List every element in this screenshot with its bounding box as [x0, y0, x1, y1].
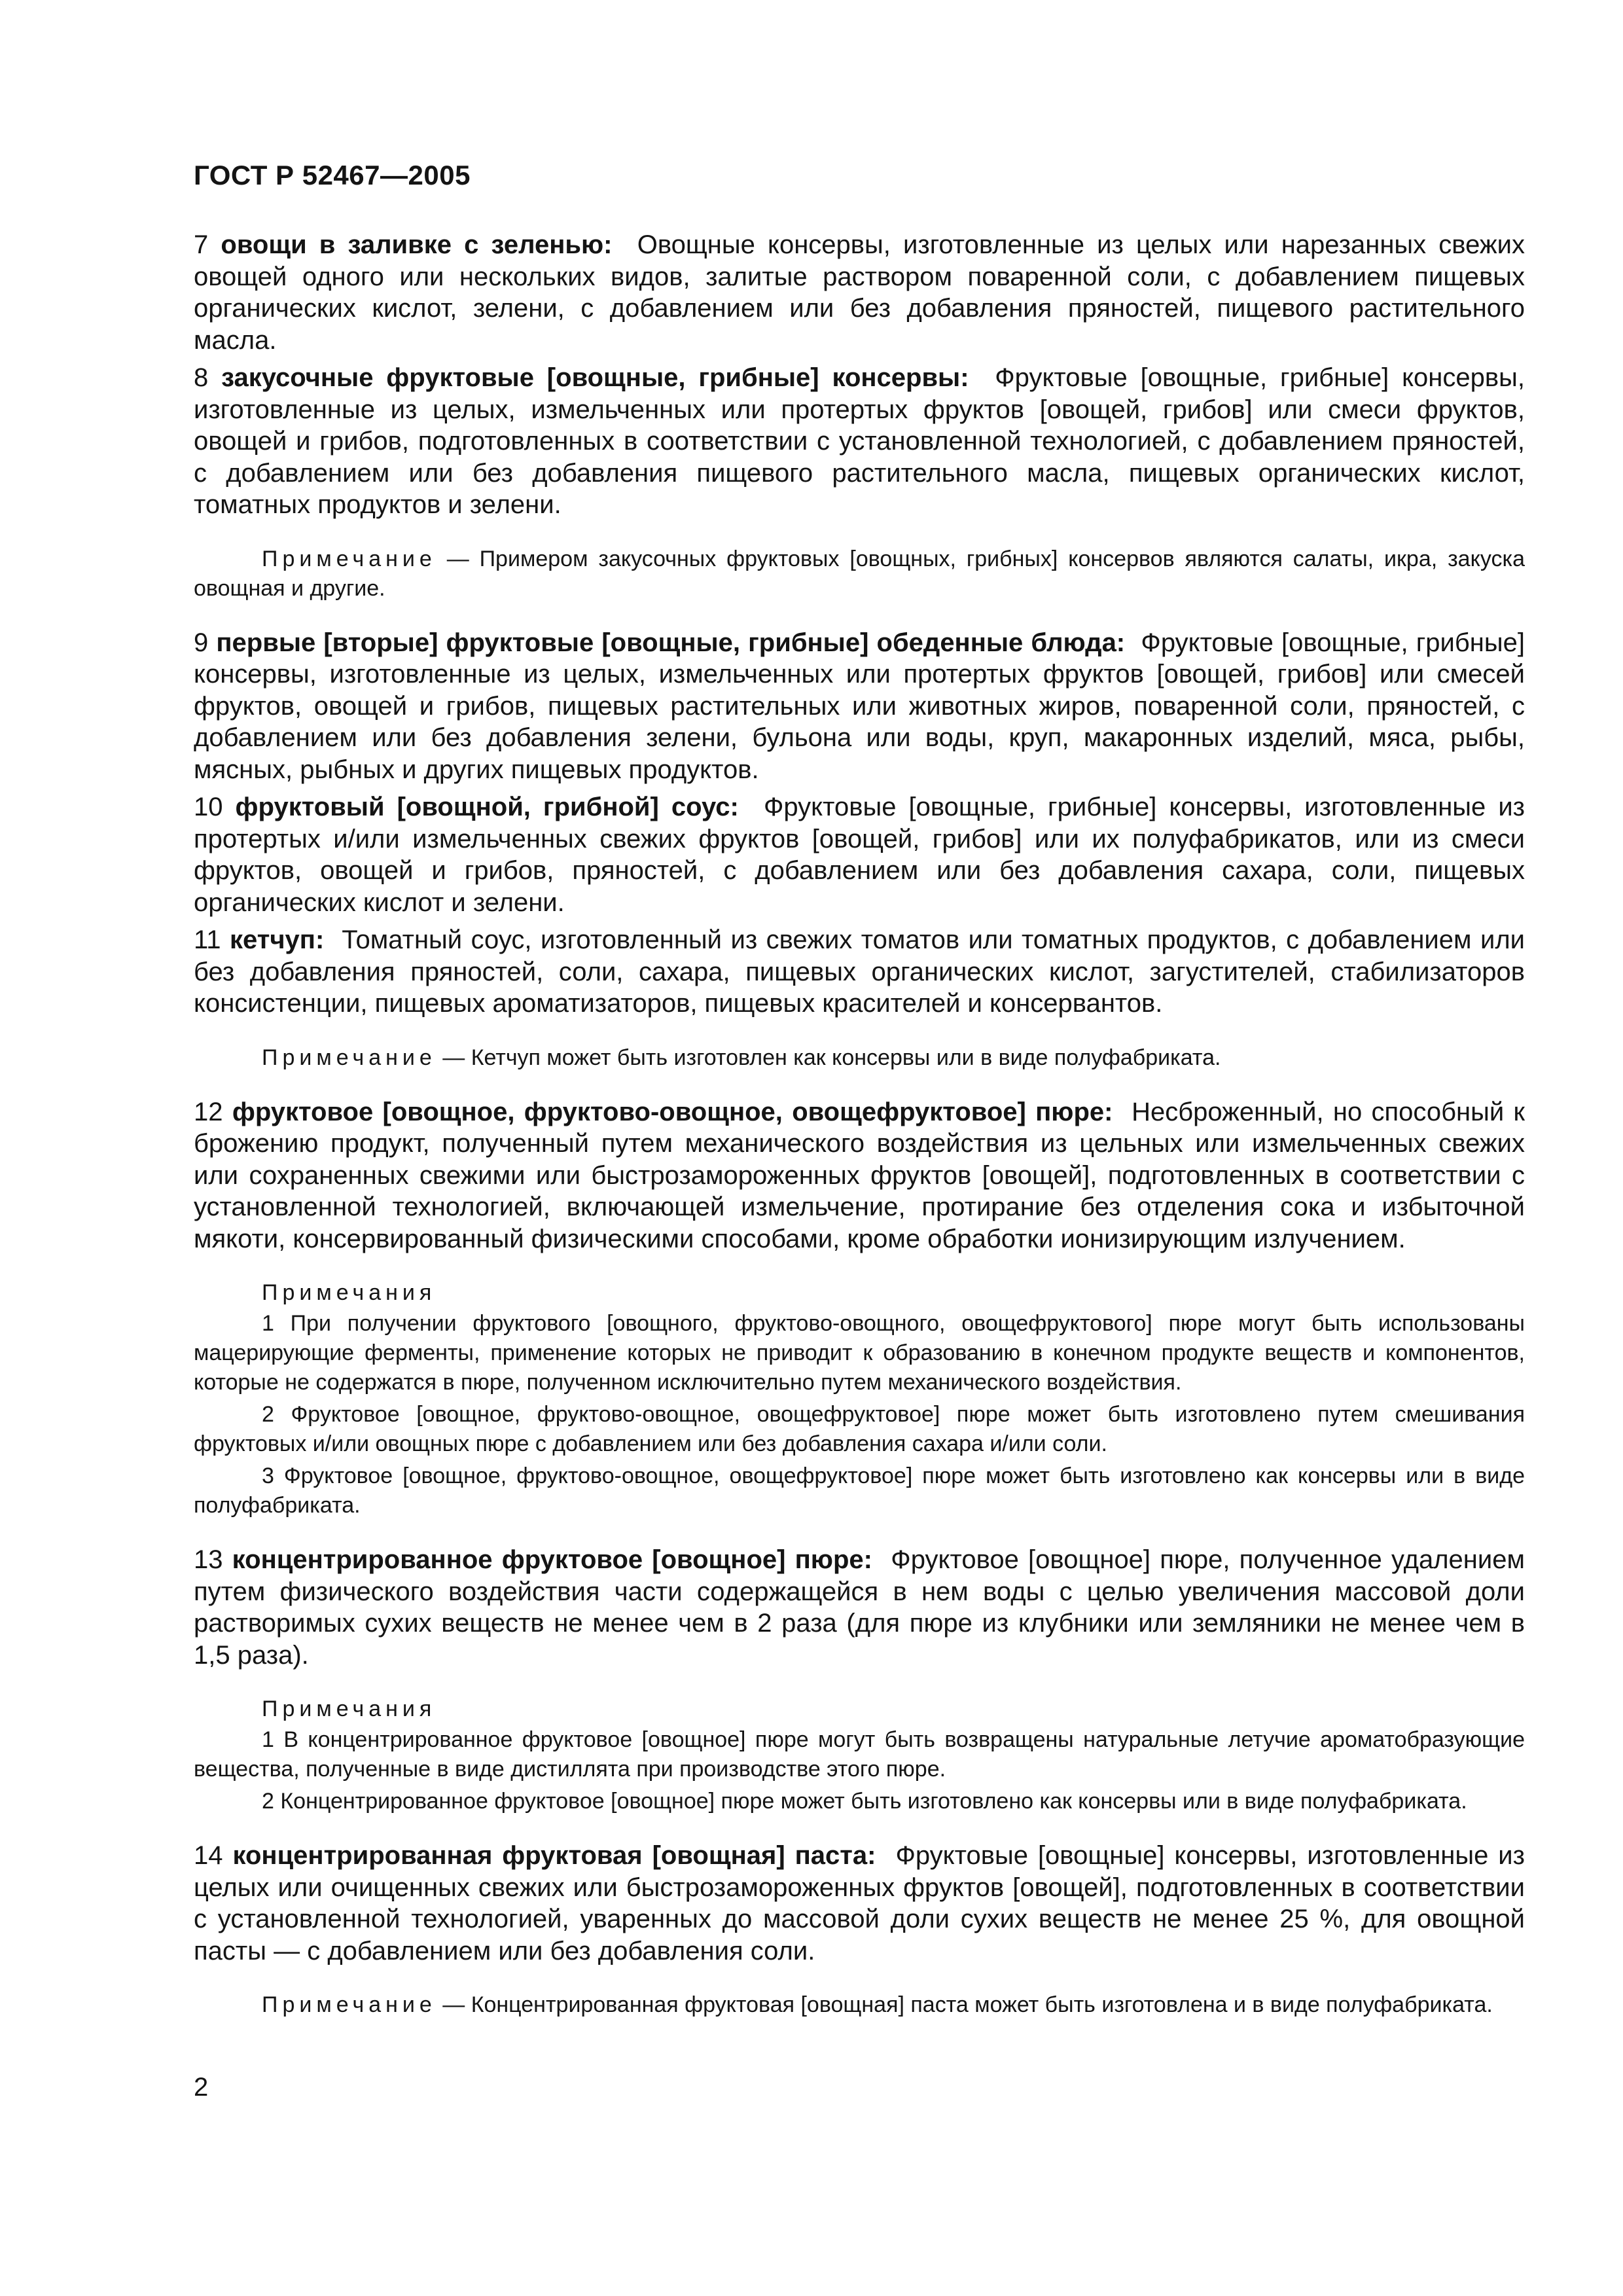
document-body [194, 229, 1525, 2043]
note-text: — Кетчуп может быть изготовлен как консервы или в виде полуфабриката. [436, 1045, 1221, 1070]
term-entry-7 [194, 229, 1525, 356]
term-definition: Фруктовые [овощные, грибные] консервы, изготовленные из целых, измельченных или протертых фруктов [овощей, грибов] или смесей фруктов, овощей и грибов, пищевых растительных или животных жиров, поваренной соли, пряностей, с добавлением или без добавления зелени, бульона или воды, круп, макаронных изделий, мяса, рыбы, мясных, рыбных и других пищевых продуктов. [194, 628, 1525, 784]
note-text: — Концентрированная фруктовая [овощная] паста может быть изготовлена и в виде полуфабриката. [436, 1992, 1493, 2017]
term-name: концентрированная фруктовая [овощная] паста: [232, 1841, 876, 1870]
term-name: концентрированное фруктовое [овощное] пюре: [232, 1545, 872, 1574]
note-term-14 [194, 1990, 1525, 2020]
term-number: 10 [194, 793, 223, 821]
term-entry-9 [194, 627, 1525, 786]
note-item: 3 Фруктовое [овощное, фруктово-овощное, овощефруктовое] пюре может быть изготовлено как консервы или в виде полуфабриката. [194, 1463, 1525, 1518]
term-entry-12 [194, 1096, 1525, 1255]
note-term-11 [194, 1043, 1525, 1073]
term-definition: Фруктовые [овощные, грибные] консервы, изготовленные из протертых и/или измельченных свежих фруктов [овощей, грибов] или их полуфабрикатов, или из смеси фруктов, овощей и грибов, пряностей, с добавлением или без добавления сахара, соли, пищевых органических кислот и зелени. [194, 793, 1525, 917]
notes-heading: Примечания [262, 1696, 437, 1721]
note-label: Примечание [262, 1992, 437, 2017]
term-definition: Фруктовые [овощные, грибные] консервы, изготовленные из целых, измельченных или протертых фруктов [овощей, грибов] или смеси фруктов, овощей и грибов, подготовленных в соответствии с установленной технологией, с добавлением пряностей, с добавлением или без добавления пищевого растительного масла, пищевых органических кислот, томатных продуктов и зелени. [194, 363, 1525, 519]
page-number: 2 [194, 2073, 209, 2102]
term-name: фруктовое [овощное, фруктово-овощное, овощефруктовое] пюре: [232, 1097, 1113, 1126]
term-definition: Томатный соус, изготовленный из свежих томатов или томатных продуктов, с добавлением или без добавления пряностей, соли, сахара, пищевых органических кислот, загустителей, стабилизаторов консистенции, пищевых ароматизаторов, пищевых красителей и консервантов. [194, 925, 1525, 1018]
term-number: 8 [194, 363, 209, 392]
term-definition: Фруктовое [овощное] пюре, полученное удалением путем физического воздействия части содержащейся в нем воды с целью увеличения массовой доли растворимых сухих веществ не менее чем в 2 раза (для пюре из клубники или земляники не менее чем в 1,5 раза). [194, 1545, 1525, 1670]
note-item: 2 Концентрированное фруктовое [овощное] пюре может быть изготовлено как консервы или в виде полуфабриката. [262, 1789, 1467, 1814]
term-entry-8 [194, 362, 1525, 521]
term-number: 7 [194, 230, 209, 259]
term-number: 12 [194, 1097, 223, 1126]
term-number: 14 [194, 1841, 223, 1870]
term-name: первые [вторые] фруктовые [овощные, грибные] обеденные блюда: [216, 628, 1126, 657]
term-name: фруктовый [овощной, грибной] соус: [235, 793, 739, 821]
document-header: ГОСТ Р 52467—2005 [194, 160, 471, 190]
term-definition: Фруктовые [овощные] консервы, изготовленные из целых или очищенных свежих или быстрозамороженных фруктов [овощей], подготовленных в соответствии с установленной технологией, уваренных до массовой доли сухих веществ не менее 25 %, для овощной пасты — с добавлением или без добавления соли. [194, 1841, 1525, 1965]
term-name: овощи в заливке с зеленью: [221, 230, 613, 259]
term-number: 9 [194, 628, 209, 657]
notes-heading: Примечания [262, 1280, 437, 1305]
note-term-8 [194, 545, 1525, 603]
term-entry-11 [194, 924, 1525, 1020]
term-name: закусочные фруктовые [овощные, грибные] консервы: [221, 363, 969, 392]
note-label: Примечание [262, 546, 437, 571]
note-label: Примечание [262, 1045, 437, 1070]
term-number: 13 [194, 1545, 223, 1574]
term-entry-10 [194, 791, 1525, 918]
note-item: 2 Фруктовое [овощное, фруктово-овощное, овощефруктовое] пюре может быть изготовлено путем смешивания фруктовых и/или овощных пюре с добавлением или без добавления сахара и/или соли. [194, 1402, 1525, 1456]
term-definition: Несброженный, но способный к брожению продукт, полученный путем механического воздействия из цельных или измельченных свежих или сохраненных свежими или быстрозамороженных фруктов [овощей], подготовленных в соответствии с установленной технологией, включающей измельчение, протирание без отделения сока и избыточной мякоти, консервированный физическими способами, кроме обработки ионизирующим излучением. [194, 1097, 1525, 1253]
term-definition: Овощные консервы, изготовленные из целых или нарезанных свежих овощей одного или нескольких видов, залитые раствором поваренной соли, с добавлением пищевых органических кислот, зелени, с добавлением или без добавления пряностей, пищевого растительного масла. [194, 230, 1525, 355]
notes-term-12 [194, 1278, 1525, 1520]
note-item: 1 В концентрированное фруктовое [овощное] пюре могут быть возвращены натуральные летучие ароматобразующие вещества, полученные в виде дистиллята при производстве этого пюре. [194, 1727, 1525, 1782]
term-entry-14 [194, 1840, 1525, 1967]
note-text: — Примером закусочных фруктовых [овощных, грибных] консервов являются салаты, икра, закуска овощная и другие. [194, 546, 1525, 601]
notes-term-13 [194, 1695, 1525, 1816]
note-item: 1 При получении фруктового [овощного, фруктово-овощного, овощефруктового] пюре могут быть использованы мацерирующие ферменты, применение которых не приводит к образованию в конечном продукте веществ и компонентов, которые не содержатся в пюре, полученном исключительно путем механического воздействия. [194, 1311, 1525, 1395]
term-name: кетчуп: [230, 925, 325, 954]
term-entry-13 [194, 1544, 1525, 1671]
term-number: 11 [194, 925, 221, 954]
